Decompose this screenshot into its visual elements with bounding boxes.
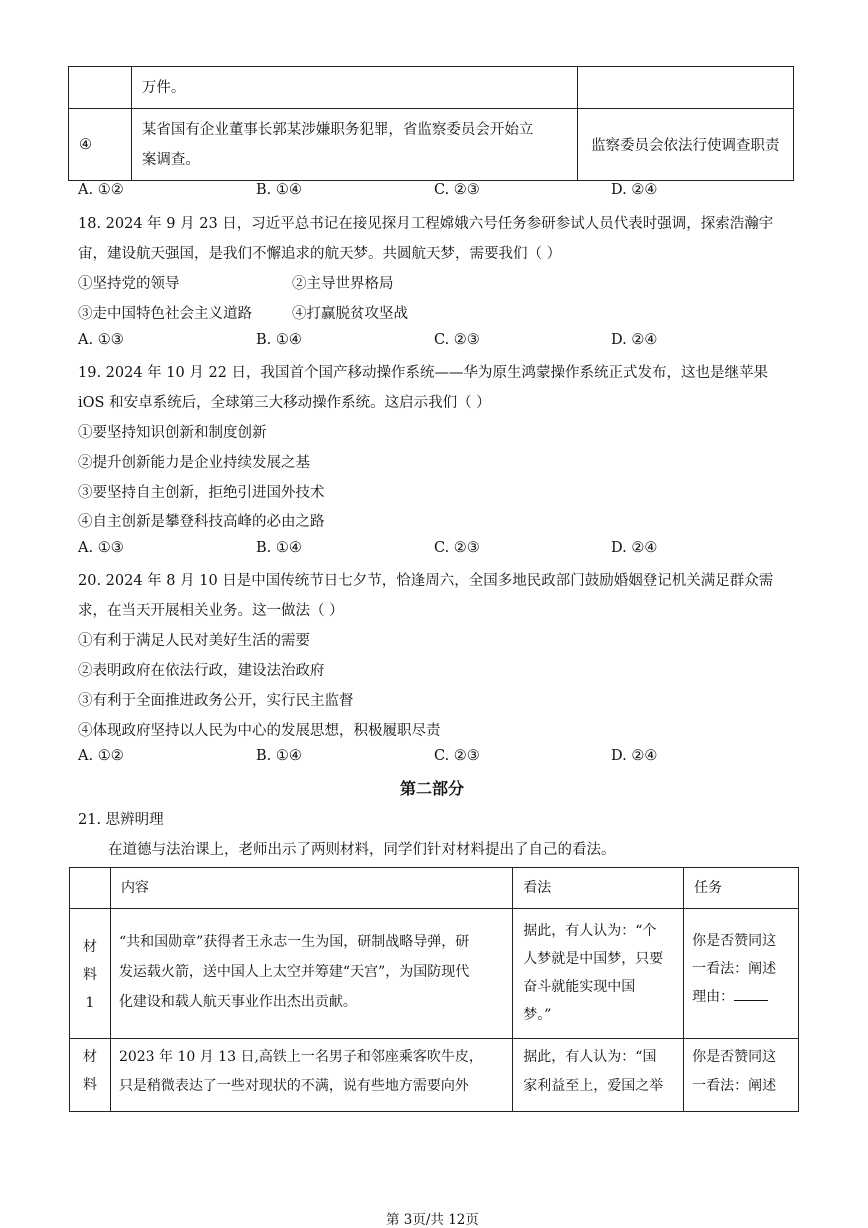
option-c: C. ②③	[434, 332, 480, 348]
material-label: 材 料	[70, 1039, 111, 1112]
table-row	[69, 109, 794, 181]
answer-blank	[734, 988, 768, 1001]
statement-item: ④打赢脱贫攻坚战	[292, 306, 408, 322]
header-cell: 内容	[110, 868, 512, 909]
option-c: C. ②③	[434, 540, 480, 556]
question-stem: 19. 2024 年 10 月 22 日，我国首个国产移动操作系统——华为原生鸿蒙操作系统正式发布，这也是继苹果	[78, 365, 769, 381]
content-cell: 某省国有企业董事长郭某涉嫌职务犯罪，省监察委员会开始立 案调查。	[131, 109, 577, 181]
option-a: A. ①②	[78, 182, 124, 198]
section-title: 第二部分	[400, 779, 465, 798]
statement-item: ④体现政府坚持以人民为中心的发展思想，积极履职尽责	[78, 723, 441, 739]
table-row	[69, 67, 794, 109]
statement-item: ①坚持党的领导	[78, 276, 180, 292]
material-content: 2023 年 10 月 13 日,高铁上一名男子和邻座乘客吹牛皮， 只是稍微表达了一些对现状的不满，说有些地方需要向外	[110, 1039, 512, 1112]
material-content: “共和国勋章”获得者王永志一生为国，研制战略导弹，研 发运载火箭，送中国人上太空并筹建“天宫”，为国防现代 化建设和载人航天事业作出杰出贡献。	[110, 909, 512, 1039]
row-number-cell	[69, 67, 132, 109]
option-d: D. ②④	[611, 748, 658, 764]
option-b: B. ①④	[256, 540, 302, 556]
material-label: 材 料 1	[70, 909, 111, 1039]
header-cell: 看法	[513, 868, 684, 909]
option-d: D. ②④	[611, 540, 658, 556]
result-cell: 监察委员会依法行使调查职责	[577, 109, 793, 181]
option-a: A. ①③	[78, 540, 124, 556]
option-d: D. ②④	[611, 332, 658, 348]
header-cell: 任务	[684, 868, 799, 909]
statement-item: ②主导世界格局	[292, 276, 394, 292]
question-stem: 宙，建设航天强国，是我们不懈追求的航天梦。共圆航天梦，需要我们（ ）	[78, 246, 562, 262]
material-task: 你是否赞同这 一看法：阐述	[684, 1039, 799, 1112]
option-b: B. ①④	[256, 182, 302, 198]
statement-item: ③走中国特色社会主义道路	[78, 306, 252, 322]
option-b: B. ①④	[256, 332, 302, 348]
page-footer: 第 3页/共 12页	[386, 1212, 479, 1228]
statement-item: ①要坚持知识创新和制度创新	[78, 425, 267, 441]
statement-item: ②提升创新能力是企业持续发展之基	[78, 455, 310, 471]
question-intro: 在道德与法治课上，老师出示了两则材料，同学们针对材料提出了自己的看法。	[108, 842, 616, 858]
header-cell	[70, 868, 111, 909]
table-header-row	[70, 868, 799, 909]
statement-item: ③有利于全面推进政务公开，实行民主监督	[78, 693, 354, 709]
question-stem: iOS 和安卓系统后，全球第三大移动操作系统。这启示我们（ ）	[78, 395, 491, 411]
material-task: 你是否赞同这 一看法：阐述 理由：	[684, 909, 799, 1039]
table-continued	[68, 66, 794, 181]
option-a: A. ①②	[78, 748, 124, 764]
option-c: C. ②③	[434, 182, 480, 198]
result-cell	[577, 67, 793, 109]
question-stem: 求，在当天开展相关业务。这一做法（ ）	[78, 603, 344, 619]
statement-item: ③要坚持自主创新，拒绝引进国外技术	[78, 485, 325, 501]
question-stem: 18. 2024 年 9 月 23 日，习近平总书记在接见探月工程嫦娥六号任务参研参试人员代表时强调，探索浩瀚宇	[78, 216, 774, 232]
table-row	[70, 909, 799, 1039]
statement-item: ①有利于满足人民对美好生活的需要	[78, 633, 310, 649]
question-stem: 20. 2024 年 8 月 10 日是中国传统节日七夕节，恰逢周六，全国多地民政部门鼓励婚姻登记机关满足群众需	[78, 573, 774, 589]
content-cell: 万件。	[131, 67, 577, 109]
option-c: C. ②③	[434, 748, 480, 764]
question-heading: 21. 思辨明理	[78, 812, 164, 828]
option-a: A. ①③	[78, 332, 124, 348]
statement-item: ④自主创新是攀登科技高峰的必由之路	[78, 514, 325, 530]
table-row	[70, 1039, 799, 1112]
option-d: D. ②④	[611, 182, 658, 198]
option-b: B. ①④	[256, 748, 302, 764]
materials-table	[69, 867, 799, 1112]
row-number-cell: ④	[69, 109, 132, 181]
material-view: 据此，有人认为：“国 家利益至上，爱国之举	[513, 1039, 684, 1112]
statement-item: ②表明政府在依法行政，建设法治政府	[78, 663, 325, 679]
material-view: 据此，有人认为：“个 人梦就是中国梦，只要 奋斗就能实现中国 梦。”	[513, 909, 684, 1039]
